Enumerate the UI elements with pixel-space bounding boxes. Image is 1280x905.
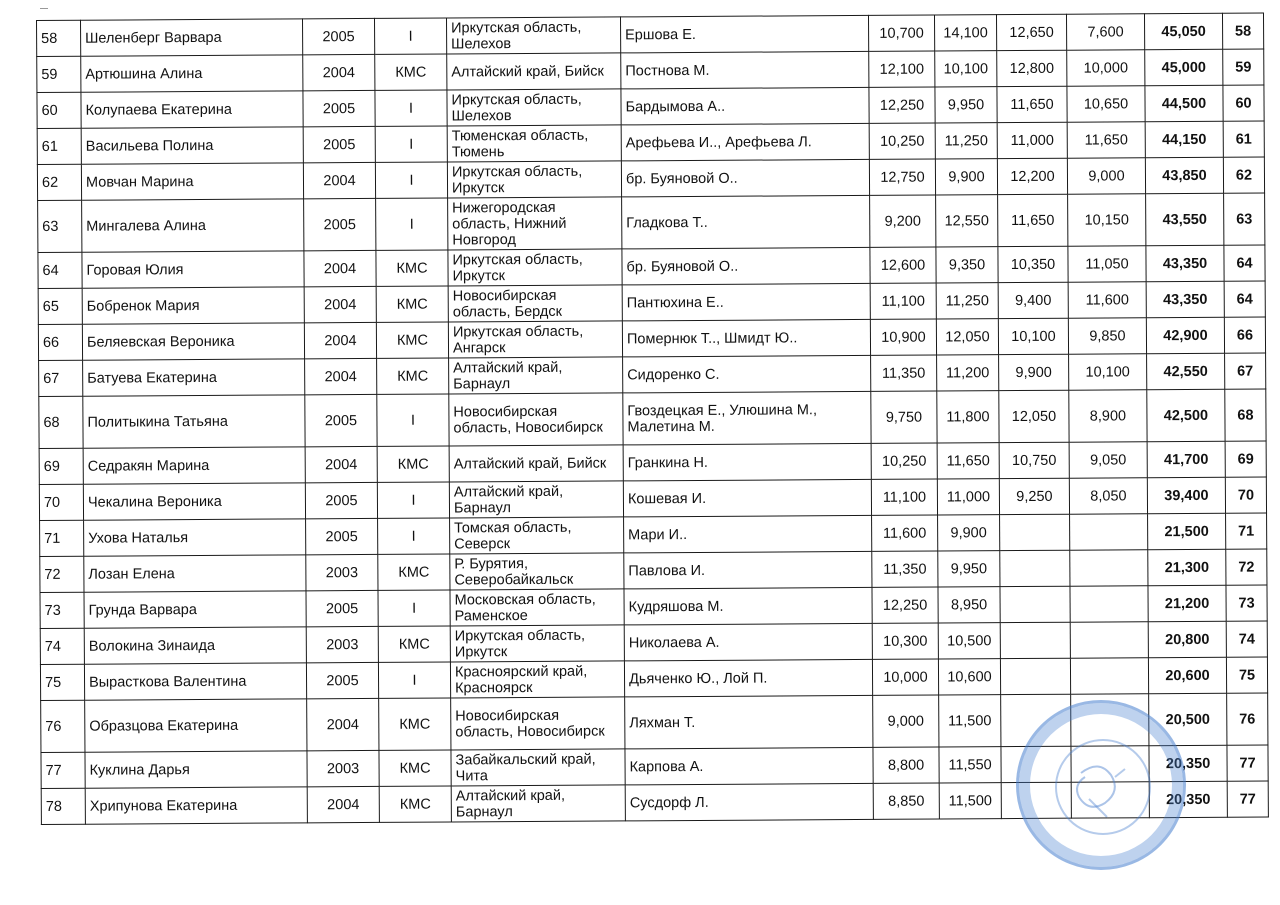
total-score: 44,500 (1145, 85, 1223, 121)
total-score: 42,550 (1147, 353, 1225, 389)
sport-rank: I (378, 662, 450, 698)
score-2: 12,050 (936, 319, 998, 355)
athlete-name: Седракян Марина (83, 447, 305, 484)
athlete-name: Колупаева Екатерина (81, 91, 303, 128)
place: 61 (1223, 121, 1264, 157)
score-3: 11,650 (997, 86, 1067, 122)
coach: Николаева А. (624, 623, 872, 661)
birth-year: 2005 (305, 394, 377, 446)
place: 68 (1225, 389, 1266, 441)
score-1: 10,300 (872, 623, 938, 659)
total-score: 20,350 (1149, 781, 1227, 817)
score-1: 11,600 (872, 515, 938, 551)
coach: бр. Буяновой О.. (622, 247, 870, 285)
sport-rank: I (375, 162, 447, 198)
region: Новосибирская область, Новосибирск (449, 393, 623, 446)
score-1: 10,700 (868, 15, 934, 51)
coach: Помернюк Т.., Шмидт Ю.. (622, 319, 870, 357)
score-1: 8,800 (873, 747, 939, 783)
sport-rank: КМС (376, 250, 448, 286)
score-1: 12,250 (869, 87, 935, 123)
row-number: 60 (37, 92, 81, 128)
scan-mark (40, 8, 48, 9)
birth-year: 2005 (304, 198, 376, 250)
total-score: 42,500 (1147, 389, 1225, 441)
score-1: 11,100 (871, 479, 937, 515)
place: 74 (1226, 621, 1267, 657)
athlete-name: Артюшина Алина (81, 55, 303, 92)
score-4: 9,050 (1069, 442, 1147, 478)
score-1: 10,900 (870, 319, 936, 355)
row-number: 68 (39, 396, 83, 448)
region: Томская область, Северск (450, 517, 624, 554)
athlete-name: Волокина Зинаида (84, 627, 306, 664)
region: Московская область, Раменское (450, 589, 624, 626)
place: 72 (1226, 549, 1267, 585)
region: Алтайский край, Бийск (447, 53, 621, 90)
total-score: 21,200 (1148, 585, 1226, 621)
place: 77 (1227, 745, 1268, 781)
score-2: 12,550 (936, 195, 998, 247)
coach: Пантюхина Е.. (622, 283, 870, 321)
total-score: 43,850 (1145, 157, 1223, 193)
birth-year: 2004 (303, 162, 375, 198)
table-row (38, 193, 1265, 252)
score-4: 11,050 (1068, 246, 1146, 282)
place: 64 (1224, 245, 1265, 281)
coach: Павлова И. (624, 551, 872, 589)
row-number: 73 (40, 592, 84, 628)
birth-year: 2005 (306, 590, 378, 626)
birth-year: 2004 (305, 358, 377, 394)
score-2: 10,500 (938, 623, 1000, 659)
coach: Бардымова А.. (621, 87, 869, 125)
score-4: 7,600 (1066, 14, 1144, 50)
score-3: 10,750 (999, 442, 1069, 478)
score-1: 9,200 (870, 195, 936, 247)
score-2: 11,200 (937, 355, 999, 391)
place: 60 (1223, 85, 1264, 121)
score-4 (1071, 746, 1149, 782)
total-score: 20,500 (1149, 693, 1227, 745)
total-score: 39,400 (1147, 477, 1225, 513)
region: Алтайский край, Барнаул (449, 357, 623, 394)
region: Алтайский край, Барнаул (451, 785, 625, 822)
score-3 (1001, 782, 1071, 818)
place: 67 (1225, 353, 1266, 389)
region: Алтайский край, Барнаул (449, 481, 623, 518)
score-4 (1070, 550, 1148, 586)
birth-year: 2005 (302, 18, 374, 54)
sport-rank: I (376, 198, 448, 250)
score-1: 12,600 (870, 247, 936, 283)
table-row (41, 693, 1268, 752)
coach: Гладкова Т.. (622, 195, 870, 249)
score-2: 9,950 (935, 87, 997, 123)
birth-year: 2004 (307, 786, 379, 822)
coach: Кудряшова М. (624, 587, 872, 625)
score-2: 11,500 (939, 783, 1001, 819)
region: Красноярский край, Красноярск (450, 661, 624, 698)
score-4 (1071, 782, 1149, 818)
coach: Арефьева И.., Арефьева Л. (621, 123, 869, 161)
sport-rank: КМС (379, 698, 451, 750)
place: 76 (1227, 693, 1268, 745)
score-2: 9,900 (935, 159, 997, 195)
total-score: 42,900 (1146, 317, 1224, 353)
athlete-name: Хрипунова Екатерина (85, 787, 307, 824)
athlete-name: Вырасткова Валентина (84, 663, 306, 700)
score-3: 11,000 (997, 122, 1067, 158)
row-number: 67 (39, 360, 83, 396)
coach: Карпова А. (625, 747, 873, 785)
score-3 (1000, 550, 1070, 586)
score-4: 10,100 (1069, 354, 1147, 390)
score-2: 10,100 (935, 51, 997, 87)
score-3: 10,100 (998, 318, 1068, 354)
coach: бр. Буяновой О.. (621, 159, 869, 197)
region: Новосибирская область, Бердск (448, 285, 622, 322)
score-2: 11,800 (937, 391, 999, 443)
coach: Гранкина Н. (623, 443, 871, 481)
birth-year: 2004 (304, 286, 376, 322)
sport-rank: I (377, 482, 449, 518)
score-4 (1070, 514, 1148, 550)
athlete-name: Васильева Полина (81, 127, 303, 164)
birth-year: 2004 (303, 54, 375, 90)
birth-year: 2004 (304, 322, 376, 358)
total-score: 41,700 (1147, 441, 1225, 477)
sport-rank: КМС (379, 786, 451, 822)
place: 59 (1223, 49, 1264, 85)
score-2: 11,250 (936, 283, 998, 319)
score-4: 11,600 (1068, 282, 1146, 318)
birth-year: 2003 (307, 750, 379, 786)
score-1: 8,850 (873, 783, 939, 819)
birth-year: 2005 (303, 126, 375, 162)
region: Иркутская область, Иркутск (450, 625, 624, 662)
sport-rank: I (375, 90, 447, 126)
coach: Дьяченко Ю., Лой П. (624, 659, 872, 697)
score-4 (1070, 658, 1148, 694)
region: Забайкальский край, Чита (451, 749, 625, 786)
birth-year: 2004 (305, 446, 377, 482)
athlete-name: Мовчан Марина (81, 163, 303, 200)
region: Иркутская область, Ангарск (448, 321, 622, 358)
coach: Гвоздецкая Е., Улюшина М., Малетина М. (623, 391, 871, 445)
score-1: 10,250 (869, 123, 935, 159)
sport-rank: КМС (379, 750, 451, 786)
row-number: 61 (37, 128, 81, 164)
place: 58 (1222, 13, 1263, 49)
birth-year: 2005 (303, 90, 375, 126)
score-2: 11,500 (939, 695, 1001, 747)
score-3 (1000, 658, 1070, 694)
score-3: 9,900 (999, 354, 1069, 390)
score-2: 9,350 (936, 247, 998, 283)
table-row (39, 389, 1266, 448)
sport-rank: КМС (376, 286, 448, 322)
row-number: 76 (41, 700, 85, 752)
sport-rank: I (374, 18, 446, 54)
athlete-name: Лозан Елена (84, 555, 306, 592)
score-2: 10,600 (938, 659, 1000, 695)
place: 77 (1227, 781, 1268, 817)
score-3: 12,800 (997, 50, 1067, 86)
region: Тюменская область, Тюмень (447, 125, 621, 162)
coach: Мари И.. (624, 515, 872, 553)
results-table-body (37, 13, 1269, 824)
row-number: 78 (41, 788, 85, 824)
place: 71 (1226, 513, 1267, 549)
sport-rank: КМС (376, 322, 448, 358)
score-3 (1000, 586, 1070, 622)
total-score: 20,600 (1148, 657, 1226, 693)
total-score: 45,050 (1144, 13, 1222, 49)
score-3 (1000, 622, 1070, 658)
score-4: 10,000 (1067, 50, 1145, 86)
row-number: 58 (37, 20, 81, 56)
athlete-name: Ухова Наталья (84, 519, 306, 556)
score-1: 10,250 (871, 443, 937, 479)
row-number: 62 (37, 164, 81, 200)
score-1: 12,750 (869, 159, 935, 195)
score-2: 8,950 (938, 587, 1000, 623)
region: Нижегородская область, Нижний Новгород (448, 197, 622, 250)
sport-rank: КМС (377, 358, 449, 394)
athlete-name: Образцова Екатерина (85, 699, 307, 752)
place: 73 (1226, 585, 1267, 621)
row-number: 71 (40, 520, 84, 556)
score-4: 9,000 (1067, 158, 1145, 194)
total-score: 44,150 (1145, 121, 1223, 157)
sport-rank: КМС (375, 54, 447, 90)
score-4: 11,650 (1067, 122, 1145, 158)
table-row (41, 781, 1268, 824)
sport-rank: I (377, 394, 449, 446)
score-3: 12,050 (999, 390, 1069, 442)
score-1: 9,750 (871, 391, 937, 443)
row-number: 74 (40, 628, 84, 664)
place: 69 (1225, 441, 1266, 477)
athlete-name: Бобренок Мария (82, 287, 304, 324)
score-3: 12,650 (996, 14, 1066, 50)
total-score: 43,350 (1146, 281, 1224, 317)
region: Новосибирская область, Новосибирск (451, 697, 625, 750)
results-table (36, 12, 1269, 824)
birth-year: 2003 (306, 554, 378, 590)
athlete-name: Беляевская Вероника (82, 323, 304, 360)
sport-rank: I (378, 518, 450, 554)
athlete-name: Горовая Юлия (82, 251, 304, 288)
score-4 (1070, 586, 1148, 622)
score-3: 11,650 (998, 194, 1068, 246)
score-4 (1071, 694, 1149, 746)
score-1: 10,000 (872, 659, 938, 695)
total-score: 20,800 (1148, 621, 1226, 657)
coach: Сусдорф Л. (625, 783, 873, 821)
region: Иркутская область, Шелехов (447, 89, 621, 126)
score-3 (1001, 694, 1071, 746)
total-score: 45,000 (1145, 49, 1223, 85)
region: Алтайский край, Бийск (449, 445, 623, 482)
score-3 (1001, 746, 1071, 782)
score-1: 12,250 (872, 587, 938, 623)
coach: Ляхман Т. (625, 695, 873, 749)
score-4: 10,650 (1067, 86, 1145, 122)
row-number: 66 (38, 324, 82, 360)
birth-year: 2005 (306, 518, 378, 554)
score-1: 9,000 (873, 695, 939, 747)
row-number: 69 (39, 448, 83, 484)
place: 66 (1224, 317, 1265, 353)
region: Иркутская область, Иркутск (447, 161, 621, 198)
birth-year: 2005 (306, 662, 378, 698)
sport-rank: КМС (378, 554, 450, 590)
score-3: 9,250 (999, 478, 1069, 514)
score-2: 14,100 (934, 15, 996, 51)
region: Иркутская область, Иркутск (448, 249, 622, 286)
score-1: 12,100 (869, 51, 935, 87)
total-score: 20,350 (1149, 745, 1227, 781)
row-number: 75 (40, 664, 84, 700)
row-number: 64 (38, 252, 82, 288)
row-number: 63 (38, 200, 82, 252)
athlete-name: Грунда Варвара (84, 591, 306, 628)
row-number: 70 (39, 484, 83, 520)
score-3: 12,200 (997, 158, 1067, 194)
birth-year: 2005 (305, 482, 377, 518)
score-1: 11,100 (870, 283, 936, 319)
score-3 (1000, 514, 1070, 550)
sport-rank: КМС (377, 446, 449, 482)
score-4: 10,150 (1068, 194, 1146, 246)
coach: Ершова Е. (620, 15, 868, 53)
sport-rank: I (375, 126, 447, 162)
score-4: 9,850 (1068, 318, 1146, 354)
score-1: 11,350 (871, 355, 937, 391)
score-3: 9,400 (998, 282, 1068, 318)
row-number: 59 (37, 56, 81, 92)
place: 70 (1225, 477, 1266, 513)
region: Иркутская область, Шелехов (446, 17, 620, 54)
score-2: 11,250 (935, 123, 997, 159)
total-score: 21,500 (1148, 513, 1226, 549)
total-score: 21,300 (1148, 549, 1226, 585)
place: 63 (1224, 193, 1265, 245)
score-3: 10,350 (998, 246, 1068, 282)
place: 75 (1226, 657, 1267, 693)
score-4 (1070, 622, 1148, 658)
row-number: 72 (40, 556, 84, 592)
total-score: 43,350 (1146, 245, 1224, 281)
score-2: 9,900 (938, 515, 1000, 551)
birth-year: 2004 (304, 250, 376, 286)
score-2: 11,550 (939, 747, 1001, 783)
row-number: 65 (38, 288, 82, 324)
score-4: 8,050 (1069, 478, 1147, 514)
total-score: 43,550 (1146, 193, 1224, 245)
coach: Кошевая И. (623, 479, 871, 517)
score-2: 11,000 (937, 479, 999, 515)
row-number: 77 (41, 752, 85, 788)
score-2: 11,650 (937, 443, 999, 479)
athlete-name: Мингалева Алина (82, 199, 304, 252)
score-1: 11,350 (872, 551, 938, 587)
athlete-name: Чекалина Вероника (83, 483, 305, 520)
sport-rank: КМС (378, 626, 450, 662)
coach: Постнова М. (621, 51, 869, 89)
athlete-name: Шеленберг Варвара (81, 19, 303, 56)
score-2: 9,950 (938, 551, 1000, 587)
birth-year: 2004 (307, 698, 379, 750)
athlete-name: Политыкина Татьяна (83, 395, 305, 448)
sport-rank: I (378, 590, 450, 626)
region: Р. Бурятия, Северобайкальск (450, 553, 624, 590)
score-4: 8,900 (1069, 390, 1147, 442)
place: 62 (1223, 157, 1264, 193)
place: 64 (1224, 281, 1265, 317)
birth-year: 2003 (306, 626, 378, 662)
coach: Сидоренко С. (623, 355, 871, 393)
athlete-name: Батуева Екатерина (83, 359, 305, 396)
athlete-name: Куклина Дарья (85, 751, 307, 788)
